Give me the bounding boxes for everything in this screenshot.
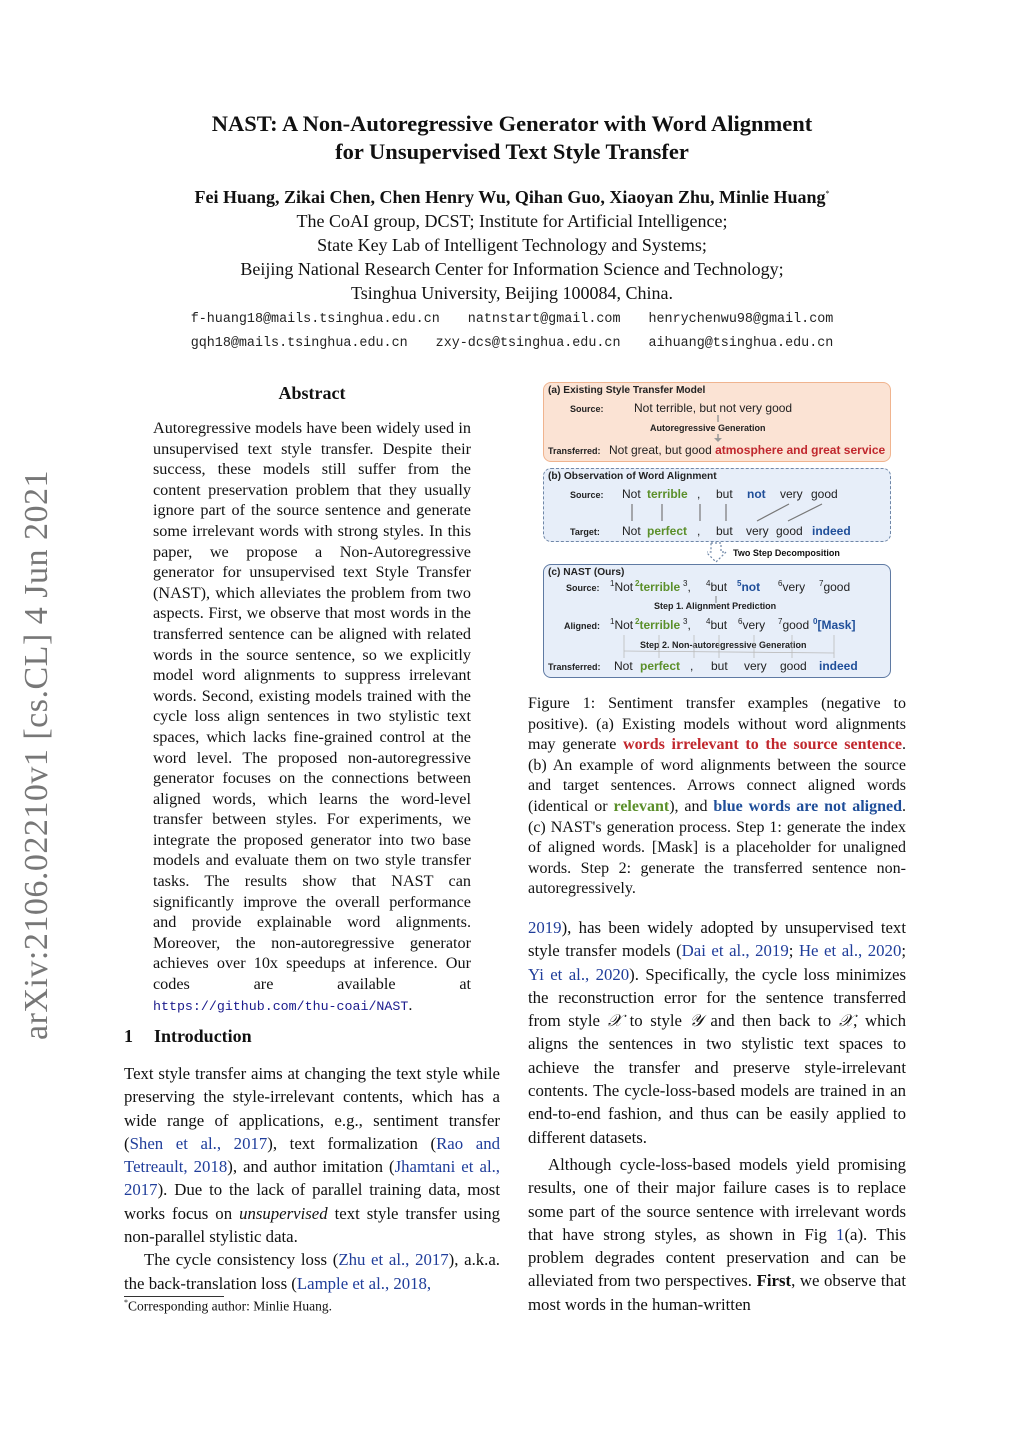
text-run: ), and bbox=[669, 797, 714, 815]
text-run: ). Specifically, the cycle loss minimizes the reconstruction error for the sentence transferred from style bbox=[528, 964, 906, 1031]
token-relevant: perfect bbox=[647, 524, 688, 538]
transferred-text: Not great, but good bbox=[609, 443, 712, 457]
figure-reference-link[interactable]: 1 bbox=[836, 1224, 845, 1244]
token-index: 1 bbox=[610, 579, 615, 588]
email-link[interactable]: natnstart@gmail.com bbox=[467, 312, 621, 327]
token: very bbox=[744, 659, 767, 673]
footnote-text: Corresponding author: Minlie Huang. bbox=[128, 1298, 332, 1314]
token-index: 2 bbox=[635, 579, 640, 588]
email-link[interactable]: henrychenwu98@gmail.com bbox=[648, 312, 834, 327]
abstract-body bbox=[153, 418, 471, 1017]
citation-link[interactable]: Rao and Tetreault, 2018 bbox=[124, 1133, 500, 1177]
token-index: 2 bbox=[635, 617, 640, 626]
section-heading-introduction bbox=[124, 1026, 252, 1047]
text-run: , which aligns the sentences in two stylistic text spaces to achieve the transfer and preserve style-irrelevant contents. The cycle-loss-based models are trained in an end-to-end fashion, and thus can be easily applied to different datasets. bbox=[528, 1011, 906, 1147]
footnote bbox=[124, 1298, 332, 1315]
panel-b-title: (b) Observation of Word Alignment bbox=[548, 471, 717, 482]
author-names: Fei Huang, Zikai Chen, Chen Henry Wu, Qihan Guo, Xiaoyan Zhu, Minlie Huang bbox=[194, 187, 826, 207]
token: , bbox=[697, 524, 701, 538]
step-1-label: Step 1. Alignment Prediction bbox=[654, 601, 777, 611]
token-word: good bbox=[782, 618, 810, 632]
bold-text: First bbox=[756, 1271, 792, 1291]
citation-link[interactable]: Jhamtani et al., 2017 bbox=[124, 1157, 501, 1200]
text-run: . (b) An example of word alignments between the source and target sentences. Arrows connect aligned words (identical or bbox=[528, 736, 906, 815]
emphasis: unsupervised bbox=[239, 1203, 328, 1223]
token: Not bbox=[614, 659, 633, 673]
token-word: not bbox=[741, 580, 761, 594]
token-index: 5 bbox=[737, 579, 742, 588]
affiliation-4: Tsinghua University, Beijing 100084, China. bbox=[350, 283, 674, 303]
token-index: 7 bbox=[778, 617, 783, 626]
token-relevant: terrible bbox=[647, 487, 688, 501]
text-run: Although cycle-loss-based models yield promising results, one of their major failure cases is to replace some part of the source sentence with irrelevant words that have strong styles, as shown in Fig bbox=[528, 1154, 906, 1244]
aligned-label: Aligned: bbox=[564, 621, 600, 631]
email-link[interactable]: aihuang@tsinghua.edu.cn bbox=[648, 336, 834, 351]
affiliation-3: Beijing National Research Center for Information Science and Technology; bbox=[240, 259, 784, 279]
token-index: 3 bbox=[683, 579, 688, 588]
source-label: Source: bbox=[570, 490, 604, 500]
panel-a-title: (a) Existing Style Transfer Model bbox=[548, 385, 706, 396]
text-run: (a). This problem degrades content preservation and can be alleviated from two perspectives. bbox=[528, 1224, 906, 1291]
token-word: very bbox=[782, 580, 806, 594]
token-word: terrible bbox=[639, 580, 681, 594]
text-run: Text style transfer aims at changing the text style while preserving the style-irrelevant contents, which has a wide range of applications, e.g., sentiment transfer ( bbox=[124, 1064, 500, 1153]
panel-b bbox=[543, 468, 891, 542]
token-word: , bbox=[687, 580, 691, 594]
abstract-text: Autoregressive models have been widely used in unsupervised text style transfer. Despite their success, these models still suffer from the content preservation problem that they usually ignore part of the source sentence and generate some irrelevant words with strong styles. In this paper, we propose a Non-Autoregressive generator for unsupervised text Style Transfer (NAST), which alleviates the problem from two aspects. First, we observe that most words in the transferred sentence can be aligned with related words in the source sentence, so we explicitly model word alignments to suppress irrelevant words. Second, existing models trained with the cycle loss align sentences in two stylistic text spaces, which lacks fine-grained control at the word level. The proposed non-autoregressive generator focuses on the connections between aligned words, which learns the word-level transfer between styles. For experiments, we integrate the proposed generator into two base models and evaluate them on two style transfer tasks. The results show that NAST can significantly improve the overall performance and provide explainable word alignments. Moreover, the non-autoregressive generator achieves over 10x speedups at inference. Our codes are available at bbox=[153, 419, 471, 994]
footnote-mark: * bbox=[124, 1298, 128, 1307]
irrelevant-words: atmosphere and great service bbox=[715, 443, 886, 457]
intro-paragraph-1 bbox=[124, 1062, 500, 1248]
token-index: 1 bbox=[610, 617, 615, 626]
token-relevant: perfect bbox=[640, 659, 681, 673]
footnote-rule bbox=[124, 1296, 224, 1297]
target-label: Target: bbox=[570, 527, 600, 537]
token-index: 0 bbox=[813, 617, 818, 626]
introduction-body bbox=[124, 1062, 500, 1295]
token: good bbox=[811, 487, 838, 501]
citation-link[interactable]: Zhu et al., 2017 bbox=[338, 1250, 449, 1270]
citation-link[interactable]: 2019 bbox=[528, 918, 562, 937]
section-number: 1 bbox=[124, 1026, 133, 1046]
token-word: very bbox=[742, 618, 766, 632]
section-title: Introduction bbox=[154, 1026, 252, 1046]
source-sentence: Not terrible, but not very good bbox=[634, 401, 793, 415]
text-run: Figure 1: Sentiment transfer examples (negative to positive). (a) Existing models without word alignments may generate bbox=[528, 695, 906, 754]
math-symbol: 𝒳 bbox=[607, 1011, 622, 1031]
panel-c bbox=[543, 564, 891, 678]
token-unaligned: indeed bbox=[819, 659, 858, 673]
text-run: text style transfer using non-parallel stylistic data. bbox=[124, 1203, 500, 1247]
email-block bbox=[0, 308, 1024, 356]
token-word: [Mask] bbox=[817, 618, 856, 632]
generation-arrows bbox=[544, 565, 890, 677]
citation-link[interactable]: Shen et al., 2017 bbox=[129, 1133, 268, 1153]
token: Not bbox=[622, 524, 641, 538]
token: , bbox=[690, 659, 694, 673]
token: but bbox=[716, 487, 733, 501]
alignment-arrow-icon bbox=[757, 504, 789, 521]
token: but bbox=[716, 524, 733, 538]
code-url-link[interactable]: https://github.com/thu-coai/NAST bbox=[153, 998, 409, 1014]
paper-title bbox=[0, 110, 1024, 166]
text-run: ), text formalization ( bbox=[267, 1133, 437, 1153]
affiliation-1: The CoAI group, DCST; Institute for Artificial Intelligence; bbox=[296, 211, 728, 231]
token: very bbox=[746, 524, 769, 538]
decomposition-arrow-icon bbox=[707, 542, 729, 564]
math-symbol: 𝒴 bbox=[689, 1011, 703, 1031]
figure-1-caption bbox=[528, 694, 906, 900]
transferred-label: Transferred: bbox=[548, 662, 601, 672]
math-symbol: 𝒳 bbox=[838, 1011, 854, 1031]
body-paragraph-2 bbox=[528, 1153, 906, 1316]
connection-line-icon bbox=[624, 651, 834, 653]
token-word: Not bbox=[614, 580, 634, 594]
citation-link[interactable]: Lample et al., 2018, bbox=[296, 1273, 432, 1293]
author-mark: * bbox=[825, 189, 830, 198]
text-run: ), has been widely adopted by unsupervised text style transfer models ( bbox=[528, 918, 906, 961]
token-index: 6 bbox=[778, 579, 783, 588]
text-run: and then back to bbox=[702, 1011, 839, 1031]
abstract-heading: Abstract bbox=[278, 383, 346, 403]
token-word: but bbox=[710, 580, 728, 594]
citation-link[interactable]: He et al., 2020 bbox=[798, 941, 902, 961]
title-line-1: NAST: A Non-Autoregressive Generator with Word Alignment bbox=[211, 111, 813, 136]
token: , bbox=[697, 487, 701, 501]
token: but bbox=[711, 659, 728, 673]
panel-a-arrows bbox=[544, 383, 890, 461]
caption-highlight-green: relevant bbox=[613, 797, 670, 815]
alignment-arrow-icon bbox=[788, 504, 822, 521]
body-paragraph-1: 2019), has been widely adopted by unsupervised text style transfer models (Dai et al., 2019; He et al., 2020; Yi et al., 2020). Specifically, the cycle loss minimizes the reconstruction error for the sentence transferred from style 𝒳 to style 𝒴 and then back to 𝒳, which aligns the sentences in two stylistic text spaces to achieve the transfer and preserve style-irrelevant contents. The cycle-loss-based models are trained in an end-to-end fashion, and thus can be easily applied to different datasets. bbox=[528, 918, 907, 1147]
citation-link[interactable]: Dai et al., 2019 bbox=[681, 941, 789, 961]
token: very bbox=[780, 487, 803, 501]
token-word: but bbox=[710, 618, 728, 632]
text-run: ), and author imitation ( bbox=[227, 1157, 395, 1177]
token-index: 3 bbox=[683, 617, 688, 626]
token: good bbox=[780, 659, 807, 673]
autoregressive-step-label: Autoregressive Generation bbox=[650, 423, 766, 433]
token: good bbox=[776, 524, 803, 538]
token-index: 4 bbox=[706, 579, 711, 588]
transferred-label: Transferred: bbox=[548, 446, 601, 456]
intro-paragraph-2 bbox=[124, 1248, 500, 1295]
author-block bbox=[0, 182, 1024, 305]
caption-highlight-red: words irrelevant to the source sentence bbox=[623, 736, 902, 754]
email-link[interactable]: zxy-dcs@tsinghua.edu.cn bbox=[435, 336, 621, 351]
email-link[interactable]: gqh18@mails.tsinghua.edu.cn bbox=[190, 336, 408, 351]
title-line-2: for Unsupervised Text Style Transfer bbox=[335, 139, 689, 164]
token-unaligned: indeed bbox=[812, 524, 851, 538]
figure-1 bbox=[543, 382, 891, 682]
step-2-label: Step 2. Non-autoregressive Generation bbox=[640, 640, 807, 650]
token-word: terrible bbox=[639, 618, 681, 632]
arxiv-identifier: arXiv:2106.02210v1 [cs.CL] 4 Jun 2021 bbox=[18, 469, 55, 1040]
token-word: Not bbox=[614, 618, 634, 632]
caption-highlight-blue: blue words are not aligned bbox=[713, 797, 902, 815]
text-run: The cycle consistency loss ( bbox=[144, 1250, 339, 1270]
citation-link[interactable]: Yi et al., 2020 bbox=[528, 964, 630, 984]
text-run: , we observe that most words in the human-written bbox=[528, 1271, 906, 1314]
right-column-body bbox=[528, 916, 906, 1316]
token: Not bbox=[622, 487, 641, 501]
alignment-arrows bbox=[544, 469, 890, 541]
panel-a bbox=[543, 382, 891, 462]
token-index: 4 bbox=[706, 617, 711, 626]
token-word: , bbox=[687, 618, 691, 632]
text-run: to style bbox=[622, 1011, 690, 1031]
text-run: ), a.k.a. the back-translation loss ( bbox=[124, 1250, 501, 1293]
token-index: 6 bbox=[738, 617, 743, 626]
token-index: 7 bbox=[819, 579, 824, 588]
text-run: . (c) NAST's generation process. Step 1: generate the index of aligned words. [Mask] is a placeholder for unaligned words. Step 2: generate the transferred sentence non-autoregressively. bbox=[528, 797, 906, 898]
source-label: Source: bbox=[570, 404, 604, 414]
token-unaligned: not bbox=[747, 487, 766, 501]
source-label: Source: bbox=[566, 583, 600, 593]
decomposition-label: Two Step Decomposition bbox=[733, 548, 840, 558]
arrow-head-icon bbox=[714, 438, 722, 442]
panel-c-title: (c) NAST (Ours) bbox=[548, 567, 625, 578]
affiliation-2: State Key Lab of Intelligent Technology and Systems; bbox=[317, 235, 707, 255]
abstract-end: . bbox=[408, 995, 413, 1014]
email-link[interactable]: f-huang18@mails.tsinghua.edu.cn bbox=[190, 312, 440, 327]
token-word: good bbox=[823, 580, 851, 594]
text-run: ). Due to the lack of parallel training data, most works focus on bbox=[124, 1180, 500, 1223]
